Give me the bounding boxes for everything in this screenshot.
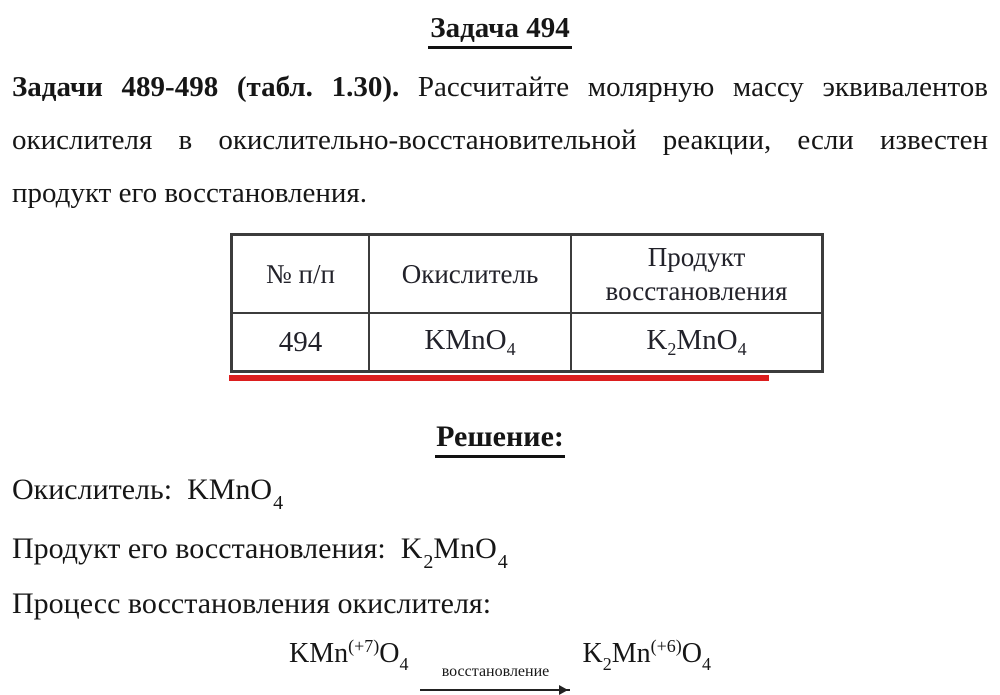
eq-left-o: O (379, 638, 400, 669)
oxidizer-formula-subscript: 4 (506, 339, 516, 359)
eq-left-kmn: KMn (288, 638, 349, 669)
eq-right-o: O (681, 638, 702, 669)
product-formula-mno: MnO (676, 324, 738, 356)
oxidizer-label: Окислитель: (12, 473, 173, 506)
product-formula-k: K (646, 324, 668, 356)
eq-right-mn: Mn (611, 638, 651, 669)
eq-right-sub2: 2 (602, 654, 612, 674)
intro-line-1 (12, 61, 988, 114)
reaction-arrow-label: восстановление (441, 663, 550, 680)
eq-right-k: K (582, 638, 603, 669)
intro-paragraph (12, 61, 988, 220)
eq-left-oxidation-state: (+7) (348, 636, 380, 656)
right-arrow-icon (420, 680, 570, 691)
eq-right-sub4: 4 (702, 654, 711, 674)
product-sub4: 4 (497, 551, 508, 573)
table-header-row (232, 235, 823, 314)
intro-bold-lead: Задачи 489-498 (табл. 1.30). (12, 71, 400, 103)
solution-heading: Решение: (435, 420, 565, 458)
intro-line-2: окислителя в окислительно-восстановительной реакции, если известен (12, 124, 988, 156)
oxidizer-subscript: 4 (273, 492, 284, 514)
eq-right-oxidation-state: (+6) (650, 636, 682, 656)
intro-line-1-rest: Рассчитайте молярную массу эквивалентов (417, 71, 989, 103)
table (230, 233, 824, 373)
reduction-equation (0, 626, 1000, 691)
solution-heading-row (0, 420, 1000, 458)
product-formula (400, 532, 508, 573)
eq-left-sub4: 4 (399, 654, 409, 674)
cell-product-formula (571, 313, 823, 372)
red-underline-bar (229, 375, 769, 381)
cell-problem-number: 494 (232, 313, 370, 372)
equation-right-formula (582, 636, 711, 674)
header-cell-number: № п/п (232, 235, 370, 314)
product-sub2: 2 (423, 551, 434, 573)
solution-oxidizer-line (12, 470, 283, 523)
oxidizer-formula-base: KMnO (424, 324, 507, 356)
cell-oxidizer-formula (369, 313, 571, 372)
problem-table (230, 233, 824, 373)
product-formula-sub4: 4 (737, 339, 747, 359)
product-k: K (400, 532, 423, 565)
reaction-arrow (420, 663, 570, 691)
intro-line-3: продукт его восстановления. (12, 177, 368, 209)
product-mno: MnO (433, 532, 497, 565)
solution-process-line: Процесс восстановления окислителя: (12, 587, 492, 620)
oxidizer-base: KMnO (187, 473, 273, 506)
header-cell-oxidizer: Окислитель (369, 235, 571, 314)
product-formula-sub2: 2 (667, 339, 677, 359)
solution-product-line (12, 529, 508, 582)
equation-left-formula (288, 636, 409, 674)
page-title: Задача 494 (428, 12, 571, 49)
title-row (0, 12, 1000, 49)
table-row (232, 313, 823, 372)
header-cell-product: Продукт восстановления (571, 235, 823, 314)
oxidizer-formula (187, 473, 284, 514)
product-label: Продукт его восстановления: (12, 532, 386, 565)
